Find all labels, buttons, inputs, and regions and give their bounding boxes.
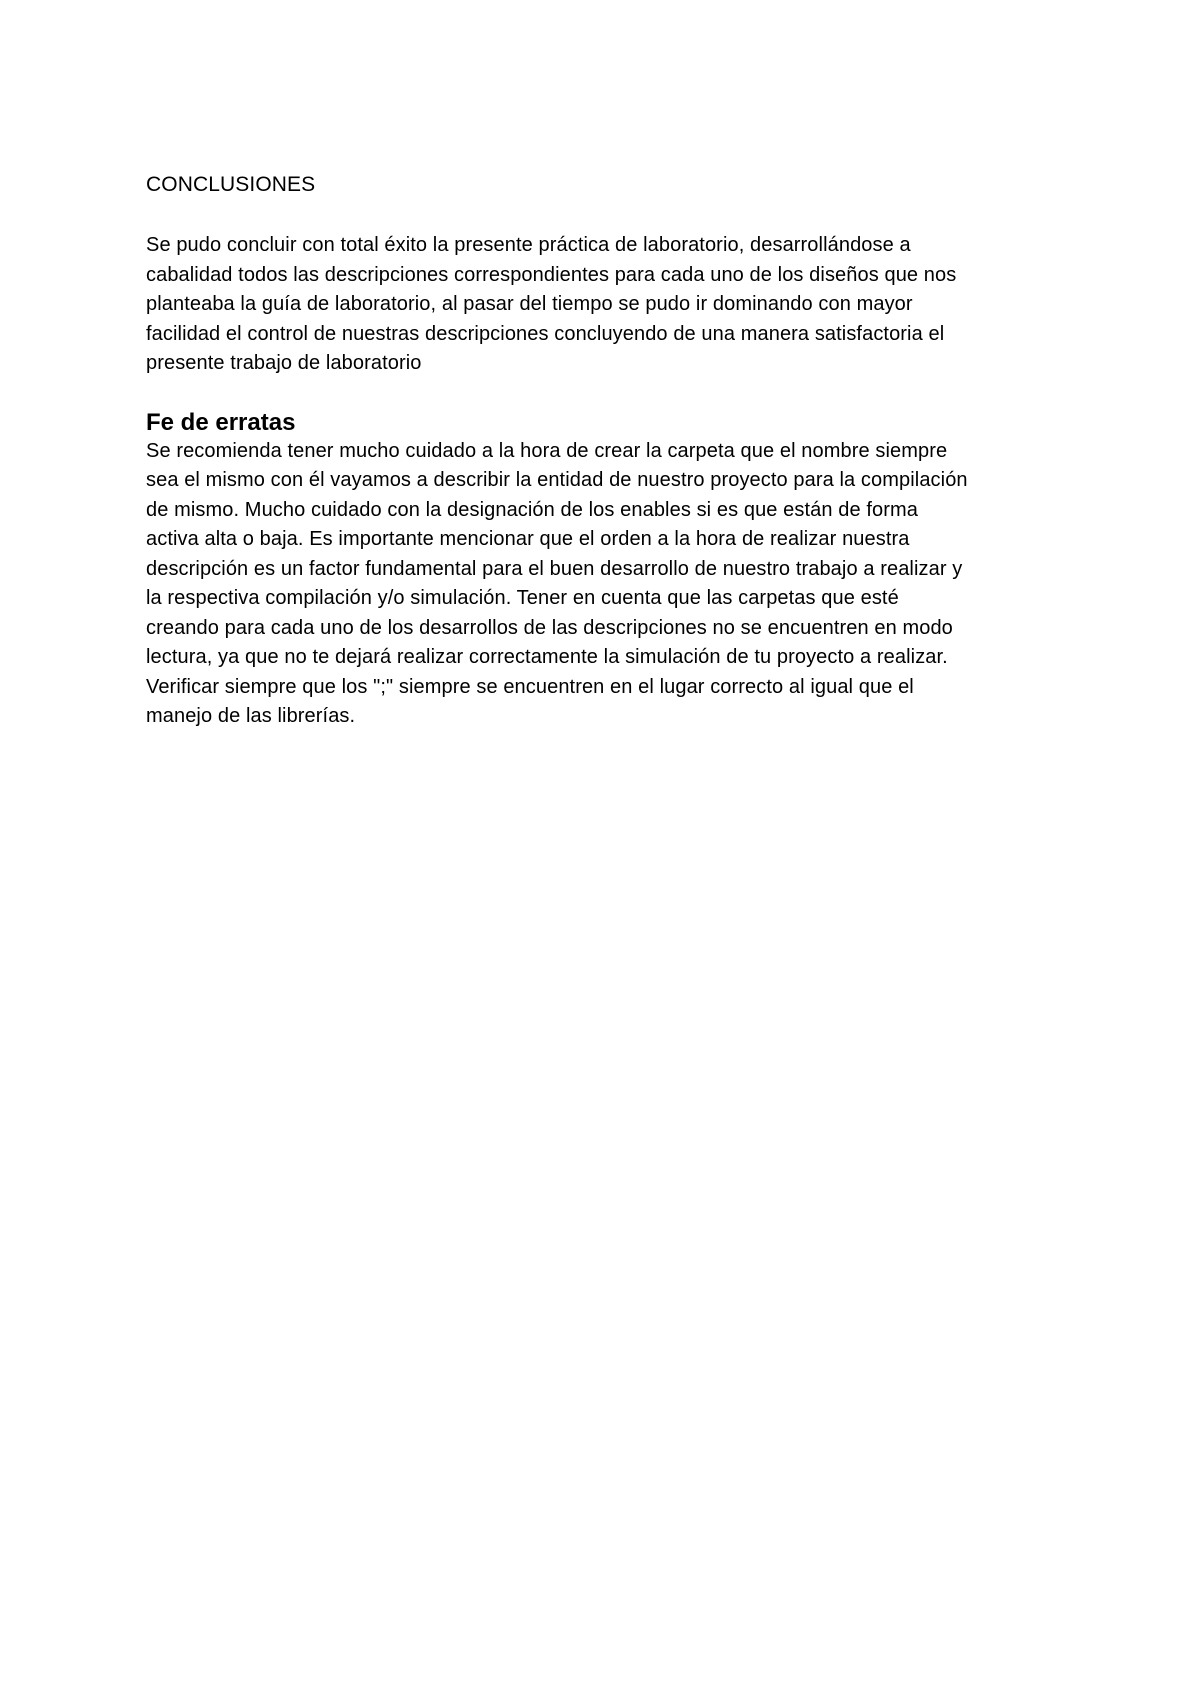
conclusions-heading: CONCLUSIONES [146, 173, 316, 196]
document-content [146, 170, 1076, 732]
conclusions-paragraph: Se pudo concluir con total éxito la presente práctica de laboratorio, desarrollándose a cabalidad todos las descripciones correspondientes para cada uno de los diseños que nos planteaba la guía de laboratorio, al pasar del tiempo se pudo ir dominando con mayor facilidad el control de nuestras descripciones concluyendo de una manera satisfactoria el presente trabajo de laboratorio [146, 234, 957, 374]
errata-paragraph: Se recomienda tener mucho cuidado a la hora de crear la carpeta que el nombre siempre sea el mismo con él vayamos a describir la entidad de nuestro proyecto para la compilación de mismo. Mucho cuidado con la designación de los enables si es que están de forma activa alta o baja. Es importante mencionar que el orden a la hora de realizar nuestra descripción es un factor fundamental para el buen desarrollo de nuestro trabajo a realizar y la respectiva compilación y/o simulación. Tener en cuenta que las carpetas que esté creando para cada uno de los desarrollos de las descripciones no se encuentren en modo lectura, ya que no te dejará realizar correctamente la simulación de tu proyecto a realizar. Verificar siempre que los ";" siempre se encuentren en el lugar correcto al igual que el manejo de las librerías. [146, 439, 968, 727]
errata-heading: Fe de erratas [146, 408, 296, 436]
